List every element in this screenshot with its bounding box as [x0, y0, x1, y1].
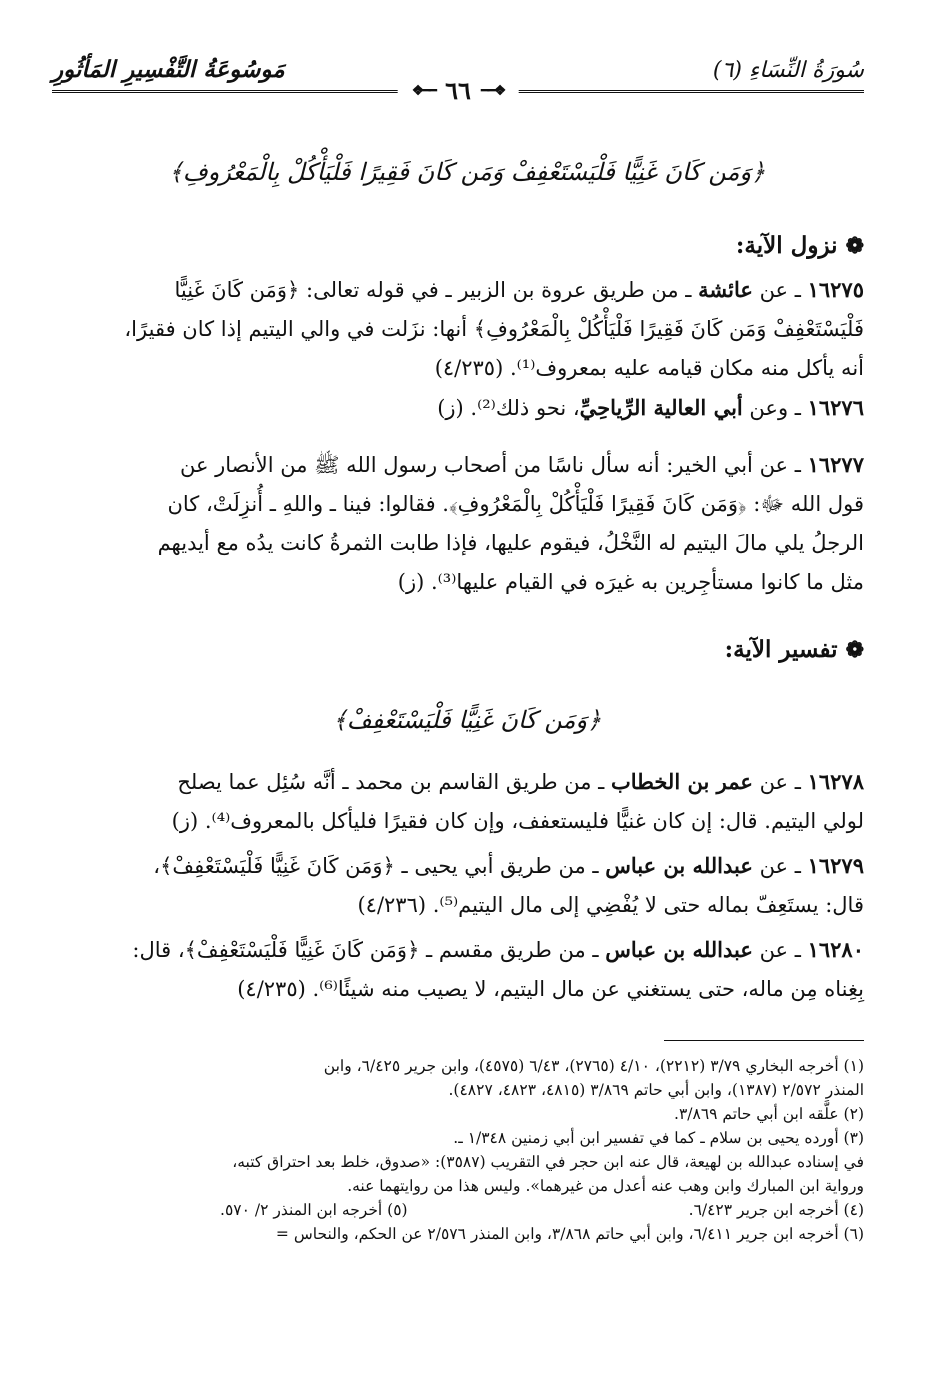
- footnote-line: (١) أخرجه البخاري ٣/٧٩ (٢٢١٢)، ٤/١٠ (٢٧٦٥)، ٦/٤٣ (٤٥٧٥)، وابن جرير ٦/٤٢٥، وابن: [323, 1057, 864, 1075]
- book-title: مَوسُوعَةُ التَّفْسِيرِ المَأثُورِ: [52, 56, 285, 83]
- line: مثل ما كانوا مستأجِرين به غيرَه في القيام عليها⁽³⁾. (ز): [397, 570, 864, 594]
- section-heading: [725, 636, 864, 663]
- footnote-line: (٢) علَّقه ابن أبي حاتم ٣/٨٦٩.: [674, 1105, 864, 1123]
- text: ـ عن أبي الخير: أنه سأل ناسًا من أصحاب رسول الله ﷺ من الأنصار عن: [179, 453, 808, 477]
- narration-number: ١٦٢٧٦: [807, 395, 864, 420]
- narration: [60, 270, 864, 388]
- line: بِغِناه مِن ماله، حتى يستغني عن مال اليتيم، لا يصيب منه شيئًا⁽⁶⁾. (٤/٢٣٥): [237, 977, 864, 1001]
- footnote-line: ورواية ابن المبارك وابن وهب عنه أعدل من غيرهما». وليس هذا من روايتهما عنه.: [347, 1177, 864, 1195]
- text: ـ عن: [752, 854, 808, 878]
- narration-number: ١٦٢٧٩: [807, 853, 864, 878]
- surah-title: سُورَةُ النِّسَاءِ (٦): [712, 58, 864, 83]
- verse-heading: ﴿وَمَن كَانَ غَنِيًّا فَلْيَسْتَعْفِفْ وَمَن كَانَ فَقِيرًا فَلْيَأْكُلْ بِالْمَعْرُوفِ﴾: [168, 158, 766, 186]
- section-heading: [736, 232, 864, 259]
- footnote-line: (٥) أخرجه ابن المنذر ٢/ ٥٧٠.: [220, 1201, 408, 1219]
- narration-number: ١٦٢٧٨: [807, 769, 864, 794]
- running-header: [52, 52, 864, 108]
- line: [60, 388, 864, 428]
- text: ـ وعن: [742, 396, 808, 420]
- line: لولي اليتيم. قال: إن كان غنيًّا فليستعفف، وإن كان فقيرًا فليأكل بالمعروف⁽⁴⁾. (ز): [171, 809, 864, 833]
- line: [60, 445, 864, 485]
- verse-heading: ﴿وَمَن كَانَ غَنِيًّا فَلْيَسْتَعْفِفْ﴾: [332, 706, 602, 734]
- flower-ornament-icon: ❁: [845, 636, 864, 663]
- text: ، نحو ذلك⁽²⁾. (ز): [437, 396, 580, 420]
- line: [60, 846, 864, 886]
- text: ـ عن: [752, 938, 808, 962]
- line: [60, 270, 864, 310]
- narrator-name: عبدالله بن عباس: [605, 937, 753, 962]
- footnote: [60, 1222, 864, 1246]
- text: ـ عن: [752, 278, 808, 302]
- footnote: [60, 1054, 864, 1198]
- ornament-icon: ━━❖: [411, 82, 436, 99]
- narration-number: ١٦٢٧٥: [807, 277, 864, 302]
- narrator-name: أبي العالية الرِّياحِيِّ: [579, 395, 743, 420]
- line: قول الله ﷻ: ﴿وَمَن كَانَ فَقِيرًا فَلْيَأْكُلْ بِالْمَعْرُوفِ﴾. فقالوا: فينا ـ واللهِ ـ أُنزِلَتْ، كان: [167, 492, 864, 516]
- narration: [60, 846, 864, 925]
- narration-number: ١٦٢٧٧: [807, 452, 864, 477]
- page-number-block: [398, 76, 519, 105]
- footnote-line: (٣) أورده يحيى بن سلام ـ كما في تفسير ابن أبي زمنين ١/٣٤٨ ـ.: [453, 1129, 864, 1147]
- narration: [60, 762, 864, 841]
- text: ـ من طريق مقسم ـ ﴿وَمَن كَانَ غَنِيًّا فَلْيَسْتَعْفِفْ﴾، قال:: [132, 938, 606, 962]
- narrator-name: عبدالله بن عباس: [605, 853, 753, 878]
- narration: [60, 445, 864, 602]
- line: [60, 762, 864, 802]
- text: ـ من طريق أبي يحيى ـ ﴿وَمَن كَانَ غَنِيًّا فَلْيَسْتَعْفِفْ﴾،: [153, 854, 606, 878]
- text: ـ من طريق عروة بن الزبير ـ في قوله تعالى: ﴿وَمَن كَانَ غَنِيًّا: [174, 278, 699, 302]
- footnote-line: (٤) أخرجه ابن جرير ٦/٤٢٣.: [688, 1201, 864, 1219]
- narrator-name: عمر بن الخطاب: [610, 769, 753, 794]
- flower-ornament-icon: ❁: [845, 232, 864, 259]
- section-title: نزول الآية:: [735, 232, 838, 259]
- footnote-pair: [60, 1198, 864, 1222]
- page-number: ٦٦: [445, 76, 471, 105]
- narration-number: ١٦٢٨٠: [807, 937, 864, 962]
- line: قال: يستَعِفّ بماله حتى لا يُفْضِي إلى مال اليتيم⁽⁵⁾. (٤/٢٣٦): [357, 893, 864, 917]
- ornament-icon: ❖━━: [480, 82, 505, 99]
- text: ـ من طريق القاسم بن محمد ـ أنَّه سُئِل عما يصلح: [177, 770, 611, 794]
- line: [60, 930, 864, 970]
- line: فَلْيَسْتَعْفِفْ وَمَن كَانَ فَقِيرًا فَلْيَأْكُلْ بِالْمَعْرُوفِ﴾ أنها: نزَلت في والي اليتيم إذا كان فقيرًا،: [124, 317, 864, 341]
- text: ـ عن: [752, 770, 808, 794]
- line: الرجلُ يلي مالَ اليتيم له النَّخْلُ، فيقوم عليها، فإذا طابت الثمرةُ كانت يدُه مع أيديهم: [157, 531, 864, 555]
- line: أنه يأكل منه مكان قيامه عليه بمعروف⁽¹⁾. (٤/٢٣٥): [434, 356, 864, 380]
- narration: [60, 388, 864, 428]
- section-title: تفسير الآية:: [724, 636, 838, 663]
- footnote-line: المنذر ٢/٥٧٢ (١٣٨٧)، وابن أبي حاتم ٣/٨٦٩ (٤٨١٥، ٤٨٢٣، ٤٨٢٧).: [448, 1081, 864, 1099]
- narration: [60, 930, 864, 1009]
- footnote-line: في إسناده عبدالله بن لهيعة، قال عنه ابن حجر في التقريب (٣٥٨٧): «صدوق، خلط بعد احتراق كتبه،: [232, 1153, 864, 1171]
- footnote-separator: [664, 1040, 864, 1041]
- narrator-name: عائشة: [698, 277, 753, 302]
- footnote-line: (٦) أخرجه ابن جرير ٦/٤١١، وابن أبي حاتم ٣/٨٦٨، وابن المنذر ٢/٥٧٦ عن الحكم، والنحاس =: [275, 1225, 864, 1243]
